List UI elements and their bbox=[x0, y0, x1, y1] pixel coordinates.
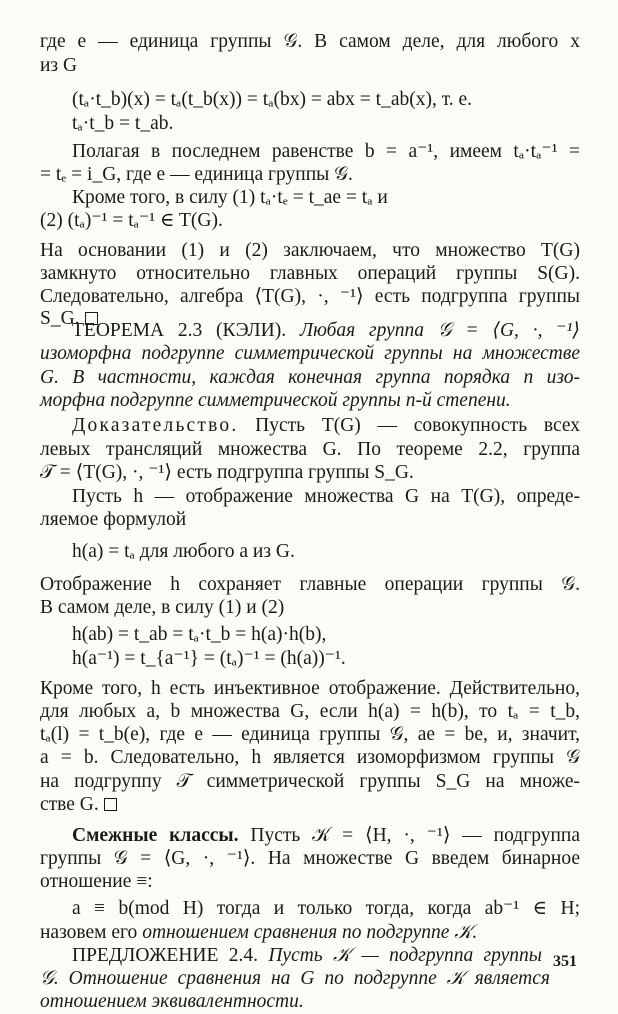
formula-line: a ≡ b(mod H) тогда и только тогда, когда ab⁻¹ ∈ H; bbox=[72, 898, 580, 919]
theorem-text-line: изоморфна подгруппе симметрической группы на множестве bbox=[40, 343, 580, 364]
text-line: Отображение h сохраняет главные операции группы 𝒢. bbox=[40, 574, 580, 595]
page-number: 351 bbox=[553, 953, 577, 970]
text-run: назовем его bbox=[40, 922, 138, 943]
text-line bbox=[40, 921, 580, 945]
proposition-text-line: отношением эквивалентности. bbox=[40, 991, 304, 1012]
text-run: Пусть 𝒦 = ⟨H, ·, ⁻¹⟩ — подгруппа bbox=[250, 825, 580, 846]
text-line: Пусть h — отображение множества G на T(G), опреде- bbox=[72, 486, 580, 507]
qed-square-icon bbox=[104, 798, 117, 811]
text-run: S_G. bbox=[40, 308, 80, 329]
text-line: группы 𝒢 = ⟨G, ·, ⁻¹⟩. На множестве G введем бинарное bbox=[40, 848, 580, 869]
proposition-label: ПРЕДЛОЖЕНИЕ 2.4. bbox=[72, 945, 258, 966]
text-line: Кроме того, h есть инъективное отображение. Действительно, bbox=[40, 678, 580, 699]
text-line: ляемое формулой bbox=[40, 509, 187, 530]
proof-label: Доказательство. bbox=[72, 415, 239, 436]
text-line: где e — единица группы 𝒢. В самом деле, для любого x bbox=[40, 31, 580, 52]
italic-term: отношением сравнения по подгруппе 𝒦. bbox=[142, 922, 478, 943]
proposition-heading bbox=[72, 944, 542, 968]
text-line: = tₑ = i_G, где e — единица группы 𝒢. bbox=[40, 164, 353, 185]
formula-line: h(a⁻¹) = t_{a⁻¹} = (tₐ)⁻¹ = (h(a))⁻¹. bbox=[72, 648, 346, 669]
text-line: отношение ≡: bbox=[40, 871, 153, 892]
section-heading: Смежные классы. bbox=[72, 825, 239, 846]
text-line: из G bbox=[40, 55, 78, 76]
formula-line: h(a) = tₐ для любого a из G. bbox=[72, 541, 295, 562]
theorem-text-line: морфна подгруппе симметрической группы n-й степени. bbox=[40, 390, 511, 411]
text-line: замкнуто относительно главных операций группы S(G). bbox=[40, 263, 580, 284]
text-line bbox=[40, 793, 580, 817]
theorem-text: Любая группа 𝒢 = ⟨G, ·, ⁻¹⟩ bbox=[299, 320, 580, 341]
formula-line: (2) (tₐ)⁻¹ = tₐ⁻¹ ∈ T(G). bbox=[40, 210, 223, 231]
theorem-text-line: G. В частности, каждая конечная группа порядка n изо- bbox=[40, 367, 580, 388]
proof-line bbox=[72, 414, 580, 438]
section-line bbox=[72, 824, 580, 848]
formula-line: h(ab) = t_ab = tₐ·t_b = h(a)·h(b), bbox=[72, 624, 327, 645]
text-line: Полагая в последнем равенстве b = a⁻¹, имеем tₐ·tₐ⁻¹ = bbox=[72, 141, 580, 162]
proposition-text-line: 𝒢. Отношение сравнения на G по подгруппе 𝒦 является bbox=[40, 968, 550, 989]
text-run: стве G. bbox=[40, 794, 99, 815]
theorem-heading bbox=[72, 319, 580, 343]
text-line: 𝒯 = ⟨T(G), ·, ⁻¹⟩ есть подгруппа группы S_G. bbox=[40, 462, 414, 483]
text-run: Пусть T(G) — совокупность всех bbox=[255, 415, 581, 436]
text-line: Следовательно, алгебра ⟨T(G), ·, ⁻¹⟩ есть подгруппа группы bbox=[40, 286, 580, 307]
text-line: a = b. Следовательно, h является изоморфизмом группы 𝒢 bbox=[40, 747, 580, 768]
text-line: На основании (1) и (2) заключаем, что множество T(G) bbox=[40, 240, 580, 261]
text-line: левых трансляций множества G. По теореме 2.2, группа bbox=[40, 439, 580, 460]
text-line: на подгруппу 𝒯 симметрической группы S_G на множе- bbox=[40, 771, 580, 792]
text-line: tₐ(l) = t_b(e), где e — единица группы 𝒢, ae = be, и, значит, bbox=[40, 724, 580, 745]
proposition-text: Пусть 𝒦 — подгруппа группы bbox=[268, 945, 542, 966]
formula-line: (tₐ·t_b)(x) = tₐ(t_b(x)) = tₐ(bx) = abx = t_ab(x), т. е. bbox=[72, 89, 473, 110]
text-line: Кроме того, в силу (1) tₐ·tₑ = t_ae = tₐ и bbox=[72, 187, 388, 208]
theorem-label: ТЕОРЕМА 2.3 (КЭЛИ). bbox=[72, 320, 287, 341]
text-line: для любых a, b множества G, если h(a) = h(b), то tₐ = t_b, bbox=[40, 701, 580, 722]
text-line: В самом деле, в силу (1) и (2) bbox=[40, 597, 285, 618]
formula-line: tₐ·t_b = t_ab. bbox=[72, 113, 174, 134]
